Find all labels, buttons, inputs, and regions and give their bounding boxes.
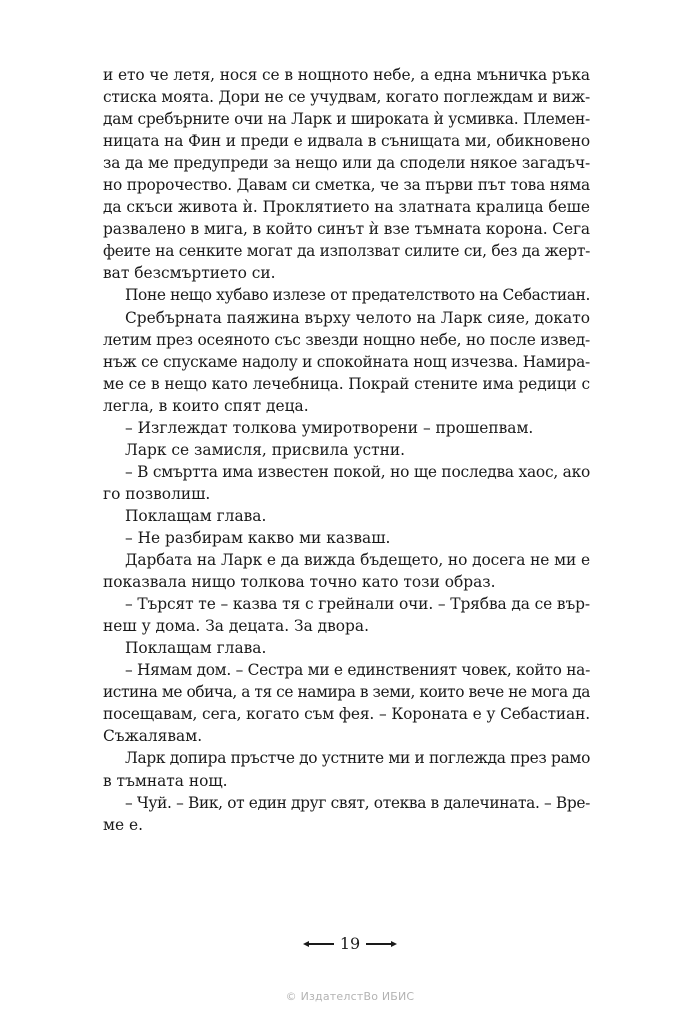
- text-line: легла, в които спят деца.: [103, 396, 309, 415]
- text-line: Сребърната паяжина върху челото на Ларк сияе, докато: [125, 308, 590, 327]
- text-line: Дарбата на Ларк е да вижда бъдещето, но досега не ми е: [125, 551, 590, 570]
- text-line: Поклащам глава.: [125, 506, 267, 525]
- text-line: го позволиш.: [103, 484, 211, 503]
- text-line: Съжалявам.: [103, 727, 203, 746]
- text-line: ницата на Фин и преди е идвала в сънищата ми, обикновено: [103, 132, 590, 151]
- text-line: – Чуй. – Вик, от един друг свят, отеква в далечината. – Вре-: [125, 793, 590, 812]
- body-text: [103, 64, 590, 836]
- text-line: летим през осеяното със звезди нощно небе, но после извед-: [103, 330, 590, 349]
- text-line: Поклащам глава.: [125, 639, 267, 658]
- folio-ornament-right: [366, 943, 392, 945]
- text-line: да скъси живота ѝ. Проклятието на златната кралица беше: [103, 198, 591, 217]
- publisher-watermark: © ИздателстВо ИБИС: [285, 990, 415, 1003]
- page-number-text: 19: [339, 934, 361, 953]
- text-line: ме се в нещо като лечебница. Покрай стените има редици с: [103, 374, 590, 393]
- text-line: – Нямам дом. – Сестра ми е единственият човек, който на-: [125, 661, 590, 680]
- text-line: посещавам, сега, когато съм фея. – Короната е у Себастиан.: [103, 705, 590, 724]
- text-line: показвала нищо толкова точно като този образ.: [103, 573, 496, 592]
- text-line: Поне нещо хубаво излезе от предателството на Себастиан.: [125, 286, 590, 305]
- page-number: [0, 934, 700, 953]
- text-line: в тъмната нощ.: [103, 771, 228, 790]
- text-line: – Не разбирам какво ми казваш.: [125, 528, 391, 547]
- text-line: ме е.: [103, 815, 143, 834]
- text-line: но пророчество. Давам си сметка, че за първи път това няма: [103, 176, 590, 195]
- text-line: стиска моята. Дори не се учудвам, когато поглеждам и виж-: [103, 88, 590, 107]
- text-line: ват безсмъртието си.: [103, 264, 276, 283]
- text-line: – В смъртта има известен покой, но ще последва хаос, ако: [125, 462, 590, 481]
- text-line: Ларк се замисля, присвила устни.: [125, 440, 406, 459]
- text-line: за да ме предупреди за нещо или да сподели някое загадъч-: [103, 154, 590, 173]
- text-line: развалено в мига, в който синът ѝ взе тъмната корона. Сега: [103, 220, 590, 239]
- text-line: нъж се спускаме надолу и спокойната нощ изчезва. Намира-: [103, 352, 590, 371]
- folio-ornament-left: [308, 943, 334, 945]
- text-line: истина ме обича, а тя се намира в земи, които вече не мога да: [103, 683, 590, 702]
- text-line: – Изглеждат толкова умиротворени – прошепвам.: [125, 418, 534, 437]
- text-line: и ето че летя, нося се в нощното небе, а една мъничка ръка: [103, 66, 590, 84]
- text-line: феите на сенките могат да използват силите си, без да жерт-: [103, 242, 590, 261]
- text-line: неш у дома. За децата. За двора.: [103, 617, 369, 636]
- text-line: – Търсят те – казва тя с грейнали очи. – Трябва да се вър-: [125, 595, 590, 614]
- text-line: дам сребърните очи на Ларк и широката ѝ усмивка. Племен-: [103, 110, 590, 129]
- text-line: Ларк допира пръстче до устните ми и поглежда през рамо: [125, 749, 591, 768]
